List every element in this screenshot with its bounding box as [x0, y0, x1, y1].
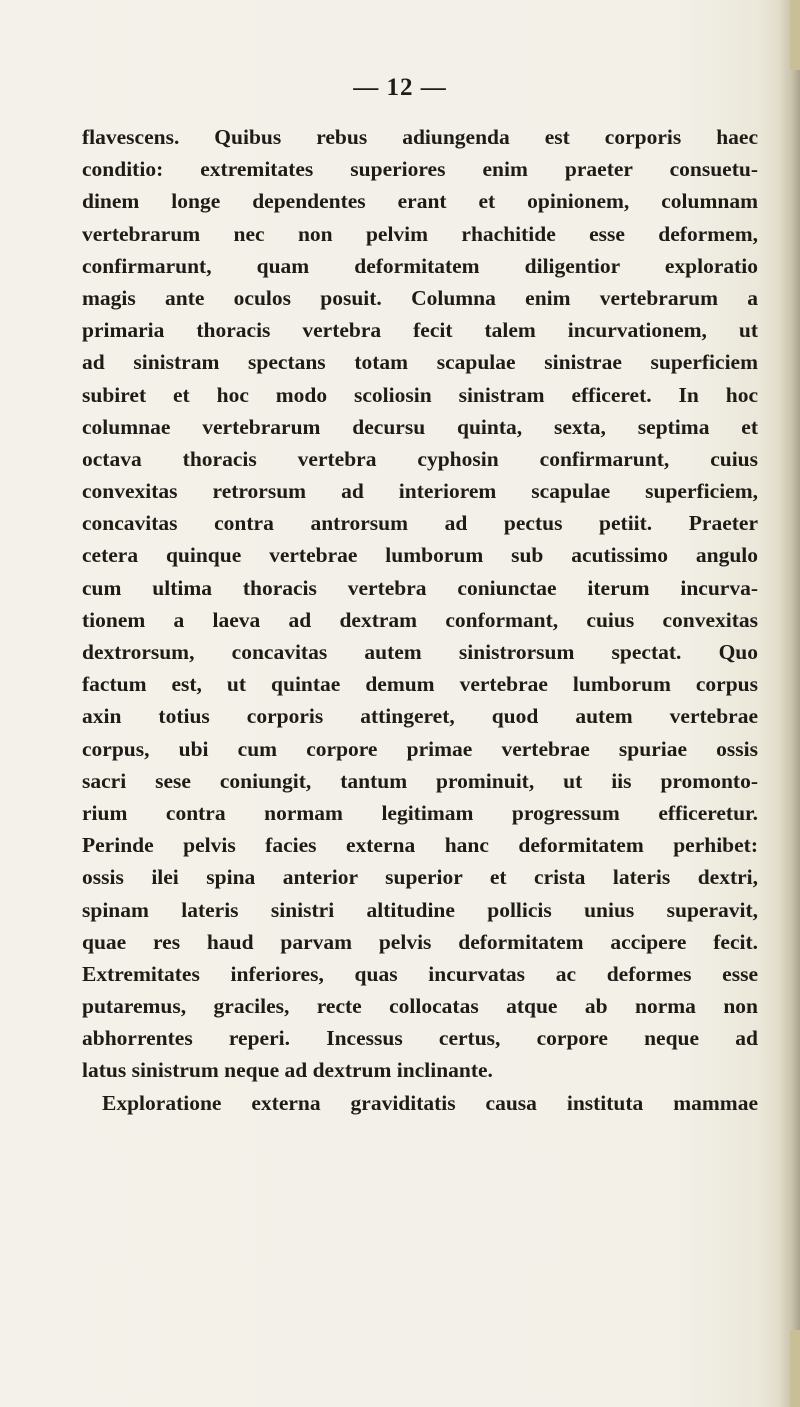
text-line: concavitas contra antrorsum ad pectus petiit. Praeter — [82, 511, 758, 536]
text-line: quae res haud parvam pelvis deformitatem accipere fecit. — [82, 929, 758, 954]
text-line: convexitas retrorsum ad interiorem scapulae superficiem, — [82, 479, 758, 504]
text-line: conditio: extremitates superiores enim praeter consuetu- — [82, 157, 758, 182]
text-line: Extremitates inferiores, quas incurvatas ac deformes esse — [82, 961, 758, 986]
text-line: axin totius corporis attingeret, quod autem vertebrae — [82, 704, 758, 729]
text-line: cum ultima thoracis vertebra coniunctae iterum incurva- — [82, 575, 758, 600]
text-line: octava thoracis vertebra cyphosin confirmarunt, cuius — [82, 446, 758, 471]
text-line: tionem a laeva ad dextram conformant, cuius convexitas — [82, 607, 758, 632]
text-line: rium contra normam legitimam progressum efficeretur. — [82, 800, 758, 825]
text-line: factum est, ut quintae demum vertebrae lumborum corpus — [82, 672, 758, 697]
text-line: Perinde pelvis facies externa hanc deformitatem perhibet: — [82, 833, 758, 858]
text-line: spinam lateris sinistri altitudine pollicis unius superavit, — [82, 897, 758, 922]
text-line: flavescens. Quibus rebus adiungenda est corporis haec — [82, 125, 758, 149]
text-line: confirmarunt, quam deformitatem diligentior exploratio — [82, 253, 758, 278]
text-line: vertebrarum nec non pelvim rhachitide esse deformem, — [82, 221, 758, 246]
text-line: magis ante oculos posuit. Columna enim vertebrarum a — [82, 285, 758, 310]
page-edge-mark — [790, 0, 800, 70]
text-line: putaremus, graciles, recte collocatas atque ab norma non — [82, 994, 758, 1019]
text-line: dinem longe dependentes erant et opinionem, columnam — [82, 189, 758, 214]
text-line: sacri sese coniungit, tantum prominuit, ut iis promonto- — [82, 768, 758, 793]
text-line: corpus, ubi cum corpore primae vertebrae spuriae ossis — [82, 736, 758, 761]
text-line: abhorrentes reperi. Incessus certus, corpore neque ad — [82, 1026, 758, 1051]
text-line: latus sinistrum neque ad dextrum inclinante. — [82, 1058, 493, 1083]
text-line: dextrorsum, concavitas autem sinistrorsum spectat. Quo — [82, 640, 758, 664]
text-line: cetera quinque vertebrae lumborum sub acutissimo angulo — [82, 543, 758, 568]
page-number-header: — 12 — — [353, 74, 447, 101]
text-line: columnae vertebrarum decursu quinta, sexta, septima et — [82, 414, 758, 439]
text-line: primaria thoracis vertebra fecit talem incurvationem, ut — [82, 318, 758, 343]
page-edge-shadow — [778, 0, 800, 1407]
text-line: ossis ilei spina anterior superior et crista lateris dextri, — [82, 865, 758, 890]
page-edge-mark — [790, 1330, 800, 1407]
body-text — [82, 121, 758, 1119]
text-line: Exploratione externa graviditatis causa instituta mammae — [102, 1090, 758, 1115]
text-line: subiret et hoc modo scoliosin sinistram efficeret. In hoc — [82, 382, 758, 407]
text-line: ad sinistram spectans totam scapulae sinistrae superficiem — [82, 350, 758, 375]
